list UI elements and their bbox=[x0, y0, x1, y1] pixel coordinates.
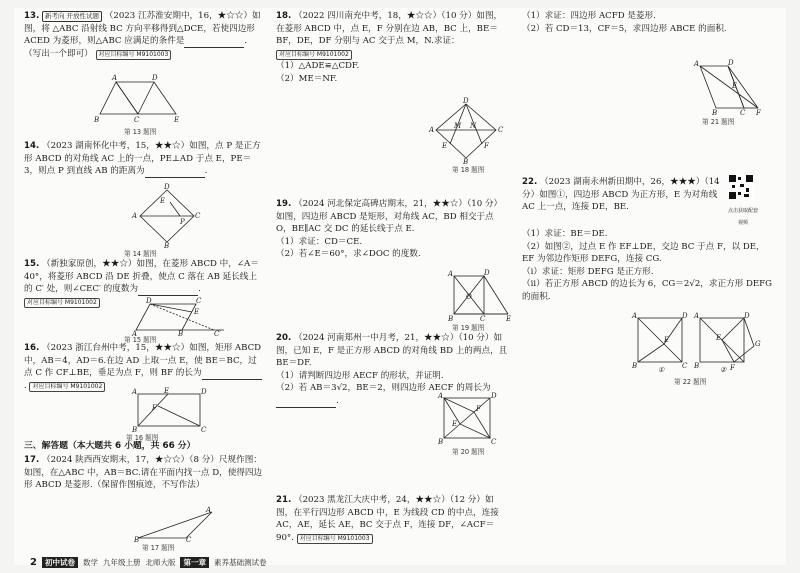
question-number: 13. bbox=[24, 11, 40, 21]
question-15: 15. （新独家原创，★★☆）如图，在菱形 ABCD 中，∠A＝40°，将菱形 ABCD 沿 DE 折叠，使点 C 落在 AB 延长线上的 C′ 处，则∠CEC′ 的度数为 . 对应目标编号 M9101002 bbox=[24, 259, 259, 306]
question-16: 16. （2023 浙江台州中考，15，★★☆）如图，矩形 ABCD 中，AB＝4，AD＝6.在边 AD 上取一点 E，使 BE＝BC，过点 C 作 CF⊥BE，垂足为点 F，则 BF 的长为. 对应目标编号 M9101002 bbox=[24, 343, 262, 391]
svg-text:C: C bbox=[682, 362, 688, 370]
svg-text:A: A bbox=[632, 312, 638, 320]
svg-text:E: E bbox=[452, 420, 458, 428]
question-number: 17. bbox=[24, 455, 40, 465]
svg-text:F: F bbox=[476, 405, 481, 413]
version-label: 北师大版 bbox=[145, 558, 176, 567]
svg-text:D: D bbox=[463, 97, 469, 105]
question-22-parts bbox=[522, 228, 774, 304]
svg-text:D: D bbox=[152, 74, 158, 82]
target-code: 对应目标编号 M9101002 bbox=[276, 50, 352, 60]
figure-caption: 第 16 题图 bbox=[126, 434, 159, 442]
question-text: （2023 湖南永州新田期中，26，★★★）（14 分）如图①，四边形 ABCD 为正方形，E 为对角线 AC 上一点，连接 DE，BE. bbox=[522, 177, 720, 213]
question-number: 22. bbox=[522, 177, 538, 187]
figure-17 bbox=[134, 508, 224, 542]
svg-text:F: F bbox=[484, 142, 489, 150]
question-number: 18. bbox=[276, 11, 292, 21]
question-text: （2024 河北保定高碑店期末，21，★★☆）（10 分）如图，四边形 ABCD 是矩形，对角线 AC，BD 相交于点 O，BE∥AC 交 DC 的延长线于点 E. bbox=[276, 199, 503, 235]
grade-label: 九年级上册 bbox=[102, 558, 141, 567]
question-19 bbox=[276, 198, 508, 261]
svg-text:D: D bbox=[146, 297, 152, 305]
qr-code-icon bbox=[728, 174, 754, 200]
svg-text:F: F bbox=[756, 109, 761, 117]
answer-blank bbox=[145, 168, 205, 178]
figure-16 bbox=[128, 388, 208, 432]
svg-text:C: C bbox=[480, 315, 486, 323]
question-18 bbox=[276, 10, 508, 86]
sub-question: （1）求证：CD＝CE. bbox=[276, 236, 363, 247]
question-17 bbox=[24, 454, 264, 492]
svg-text:E: E bbox=[664, 336, 670, 344]
sub-question: （1）求证：四边形 ACFD 是菱形. bbox=[522, 11, 656, 21]
figure-caption: 第 20 题图 bbox=[452, 448, 485, 456]
question-13 bbox=[24, 10, 264, 60]
question-20: 20. （2024 河南郑州一中月考，21，★★☆）（10 分）如图，已知 E，F 是正方形 ABCD 的对角线 BD 上的两点，且 BE＝DF. （1）请判断四边形 AECF 的形状，并证明. （2）若 AB＝3√2，BE＝2，则四边形 AECF 的周长为. bbox=[276, 333, 508, 406]
sub-question: （2）若∠E＝60°，求∠DOC 的度数. bbox=[276, 249, 421, 260]
figure-13 bbox=[94, 74, 214, 124]
question-number: 14. bbox=[24, 141, 40, 151]
figure-14 bbox=[132, 183, 202, 250]
svg-text:A: A bbox=[694, 312, 700, 320]
question-tag: 新考向 开放性试题 bbox=[42, 11, 102, 22]
svg-text:E: E bbox=[160, 197, 166, 205]
svg-text:D: D bbox=[744, 312, 750, 320]
svg-text:A: A bbox=[132, 388, 138, 396]
svg-text:C: C bbox=[201, 426, 207, 434]
svg-text:C: C bbox=[498, 126, 504, 134]
question-text: △ABC 沿射线 BC 方向平移得到△DCE，若使四边形 ACED 为菱形，则△ABC 应满足的条件是 bbox=[24, 23, 255, 47]
svg-text:B: B bbox=[463, 158, 469, 166]
figure-19 bbox=[446, 270, 516, 322]
svg-text:A: A bbox=[429, 126, 435, 134]
sub-question: （2）若 CD＝13，CF＝5，求四边形 ABCE 的面积. bbox=[522, 23, 727, 34]
svg-text:E: E bbox=[732, 82, 738, 90]
figure-caption: 第 13 题图 bbox=[124, 128, 157, 136]
page-footer bbox=[30, 557, 266, 568]
svg-text:B: B bbox=[694, 362, 700, 370]
svg-text:E: E bbox=[506, 315, 512, 323]
svg-text:E: E bbox=[442, 142, 448, 150]
figure-22 bbox=[630, 314, 760, 372]
test-title: 素养基础测试卷 bbox=[213, 558, 267, 567]
figure-caption: 第 18 题图 bbox=[452, 166, 485, 174]
svg-text:C: C bbox=[195, 212, 201, 220]
figure-label-1: ① bbox=[658, 366, 665, 374]
svg-text:D: D bbox=[164, 183, 170, 191]
svg-text:A: A bbox=[438, 392, 444, 400]
figure-caption: 第 22 题图 bbox=[674, 378, 707, 386]
sub-question: （2）若 AB＝3√2，BE＝2，则四边形 AECF 的周长为 bbox=[276, 383, 491, 394]
exam-page bbox=[14, 8, 786, 568]
svg-text:C′: C′ bbox=[214, 330, 221, 338]
question-text: （2023 黑龙江大庆中考，24，★★☆）（12 分）如图，在平行四边形 ABCD 中，E 为线段 CD 的中点，连接 AC，AE，延长 AE，BC 交于点 F，连接 DF，∠ACF＝90°. bbox=[276, 495, 499, 543]
figure-21 bbox=[692, 60, 764, 116]
figure-18 bbox=[426, 97, 506, 166]
sub-question: （1）求证：BE＝DE. bbox=[522, 229, 608, 239]
sub-question: （1）△ADE≌△CDF. bbox=[276, 61, 360, 72]
svg-text:G: G bbox=[755, 340, 761, 348]
svg-text:E: E bbox=[194, 308, 200, 316]
question-text: （2023 浙江台州中考，15，★★☆）如图，矩形 ABCD 中，AB＝4，AD＝6.在边 AD 上取一点 E，使 BE＝BC，过点 C 作 CF⊥BE，垂足为点 F，则 BF 的长为 bbox=[24, 343, 262, 379]
svg-text:B: B bbox=[438, 438, 444, 446]
svg-text:B: B bbox=[132, 426, 138, 434]
question-21-continued bbox=[522, 10, 774, 35]
answer-blank bbox=[138, 286, 198, 296]
figure-caption: 第 15 题图 bbox=[124, 336, 157, 344]
svg-text:C: C bbox=[134, 116, 140, 124]
svg-text:C: C bbox=[186, 536, 192, 544]
svg-text:N: N bbox=[470, 122, 477, 130]
svg-text:M: M bbox=[454, 122, 462, 130]
svg-text:B: B bbox=[178, 330, 184, 338]
svg-text:B: B bbox=[94, 116, 100, 124]
chapter-label: 第一章 bbox=[180, 557, 209, 568]
svg-text:C: C bbox=[491, 438, 497, 446]
svg-text:B: B bbox=[164, 242, 170, 250]
question-text: （2024 河南郑州一中月考，21，★★☆）（10 分）如图，已知 E，F 是正方形 ABCD 的对角线 BD 上的两点，且 BE＝DF. bbox=[276, 333, 508, 369]
figure-caption: 第 17 题图 bbox=[142, 544, 175, 552]
svg-text:B: B bbox=[632, 362, 638, 370]
svg-text:E: E bbox=[716, 334, 722, 342]
svg-text:D: D bbox=[484, 269, 490, 277]
svg-text:E: E bbox=[164, 387, 170, 395]
question-number: 21. bbox=[276, 495, 292, 505]
question-14: 14. （2023 湖南怀化中考，15，★★☆）如图，点 P 是正方形 ABCD 的对角线 AC 上的一点，PE⊥AD 于点 E，PE＝3，则点 P 到直线 AB 的距离为 . bbox=[24, 141, 261, 177]
svg-text:F: F bbox=[152, 404, 157, 412]
question-text: （2023 湖南怀化中考，15，★★☆）如图，点 P 是正方形 ABCD 的对角线 AC 上的一点，PE⊥AD 于点 E，PE＝3，则点 P 到直线 AB 的距离为 bbox=[24, 141, 261, 177]
target-code: 对应目标编号 M9101003 bbox=[96, 50, 172, 60]
sub-question: （2）ME＝NF. bbox=[276, 73, 338, 84]
sub-question: （1）请判断四边形 AECF 的形状，并证明. bbox=[276, 370, 444, 381]
qr-label: 点击获取配套视频 bbox=[728, 207, 759, 227]
svg-text:O: O bbox=[466, 293, 472, 301]
qr-code[interactable] bbox=[728, 174, 758, 230]
svg-text:C: C bbox=[740, 109, 746, 117]
svg-text:B: B bbox=[448, 315, 454, 323]
svg-text:A: A bbox=[132, 330, 138, 338]
figure-15 bbox=[132, 298, 242, 336]
svg-text:A: A bbox=[206, 506, 212, 514]
svg-text:E: E bbox=[174, 116, 180, 124]
svg-text:D: D bbox=[201, 388, 207, 396]
sub-question: （i）求证：矩形 DEFG 是正方形. bbox=[522, 266, 654, 277]
svg-text:A: A bbox=[448, 270, 454, 278]
svg-text:B: B bbox=[134, 536, 140, 544]
figure-caption: 第 14 题图 bbox=[124, 250, 157, 258]
question-number: 15. bbox=[24, 259, 40, 269]
svg-text:A: A bbox=[112, 74, 118, 82]
target-code: 对应目标编号 M9101003 bbox=[297, 534, 373, 544]
section-heading: 三、解答题（本大题共 6 小题，共 66 分） bbox=[24, 441, 196, 451]
brand-label: 初中试卷 bbox=[42, 557, 78, 568]
target-code: 对应目标编号 M9101002 bbox=[29, 382, 105, 392]
svg-text:F: F bbox=[730, 364, 735, 372]
question-text: （2024 陕西西安期末，17，★☆☆）（8 分）尺规作图：如图，在△ABC 中，AB＝BC.请在平面内找一点 D，使得四边形 ABCD 是菱形.（保留作图痕迹，不写作法） bbox=[24, 455, 263, 491]
svg-text:D: D bbox=[491, 392, 497, 400]
svg-text:A: A bbox=[694, 60, 700, 68]
question-21 bbox=[276, 494, 508, 544]
subject-label: 数学 bbox=[82, 558, 98, 567]
figure-20 bbox=[436, 394, 506, 444]
svg-text:D: D bbox=[728, 59, 734, 67]
answer-blank bbox=[276, 398, 336, 408]
question-text: （2022 四川南充中考，18，★☆☆）（10 分）如图，在菱形 ABCD 中，点 E，F 分别在边 AB，BC 上，BE＝BF，DE，DF 分别与 AC 交于点 M，N.求证： bbox=[276, 11, 503, 47]
sub-question: （2）如图②，过点 E 作 EF⊥DE，交边 BC 于点 F，以 DE，EF 为邻边作矩形 DEFG，连接 CG. bbox=[522, 241, 765, 265]
question-text: （新独家原创，★★☆）如图，在菱形 ABCD 中，∠A＝40°，将菱形 ABCD 沿 DE 折叠，使点 C 落在 AB 延长线上的 C′ 处，则∠CEC′ 的度数为 bbox=[24, 259, 259, 295]
figure-label-2: ② bbox=[720, 366, 727, 374]
figure-caption: 第 19 题图 bbox=[452, 324, 485, 332]
question-22 bbox=[522, 176, 722, 214]
answer-blank bbox=[202, 370, 262, 380]
svg-text:P: P bbox=[180, 218, 185, 226]
question-number: 16. bbox=[24, 343, 40, 353]
target-code: 对应目标编号 M9101002 bbox=[24, 298, 100, 308]
question-number: 19. bbox=[276, 199, 292, 209]
page-number: 2 bbox=[30, 557, 37, 568]
svg-text:A: A bbox=[132, 212, 138, 220]
question-tail: ．（写出一个即可） bbox=[24, 36, 254, 59]
svg-text:C: C bbox=[196, 297, 202, 305]
sub-question: （ii）若正方形 ABCD 的边长为 6，CG＝2√2，求正方形 DEFG 的面积. bbox=[522, 279, 772, 302]
question-source: （2023 江苏淮安期中，16，★☆☆）如图，将 bbox=[24, 11, 261, 34]
question-number: 20. bbox=[276, 333, 292, 343]
answer-blank bbox=[184, 38, 244, 48]
svg-text:D: D bbox=[682, 312, 688, 320]
svg-text:B: B bbox=[712, 109, 718, 117]
figure-caption: 第 21 题图 bbox=[702, 118, 735, 126]
